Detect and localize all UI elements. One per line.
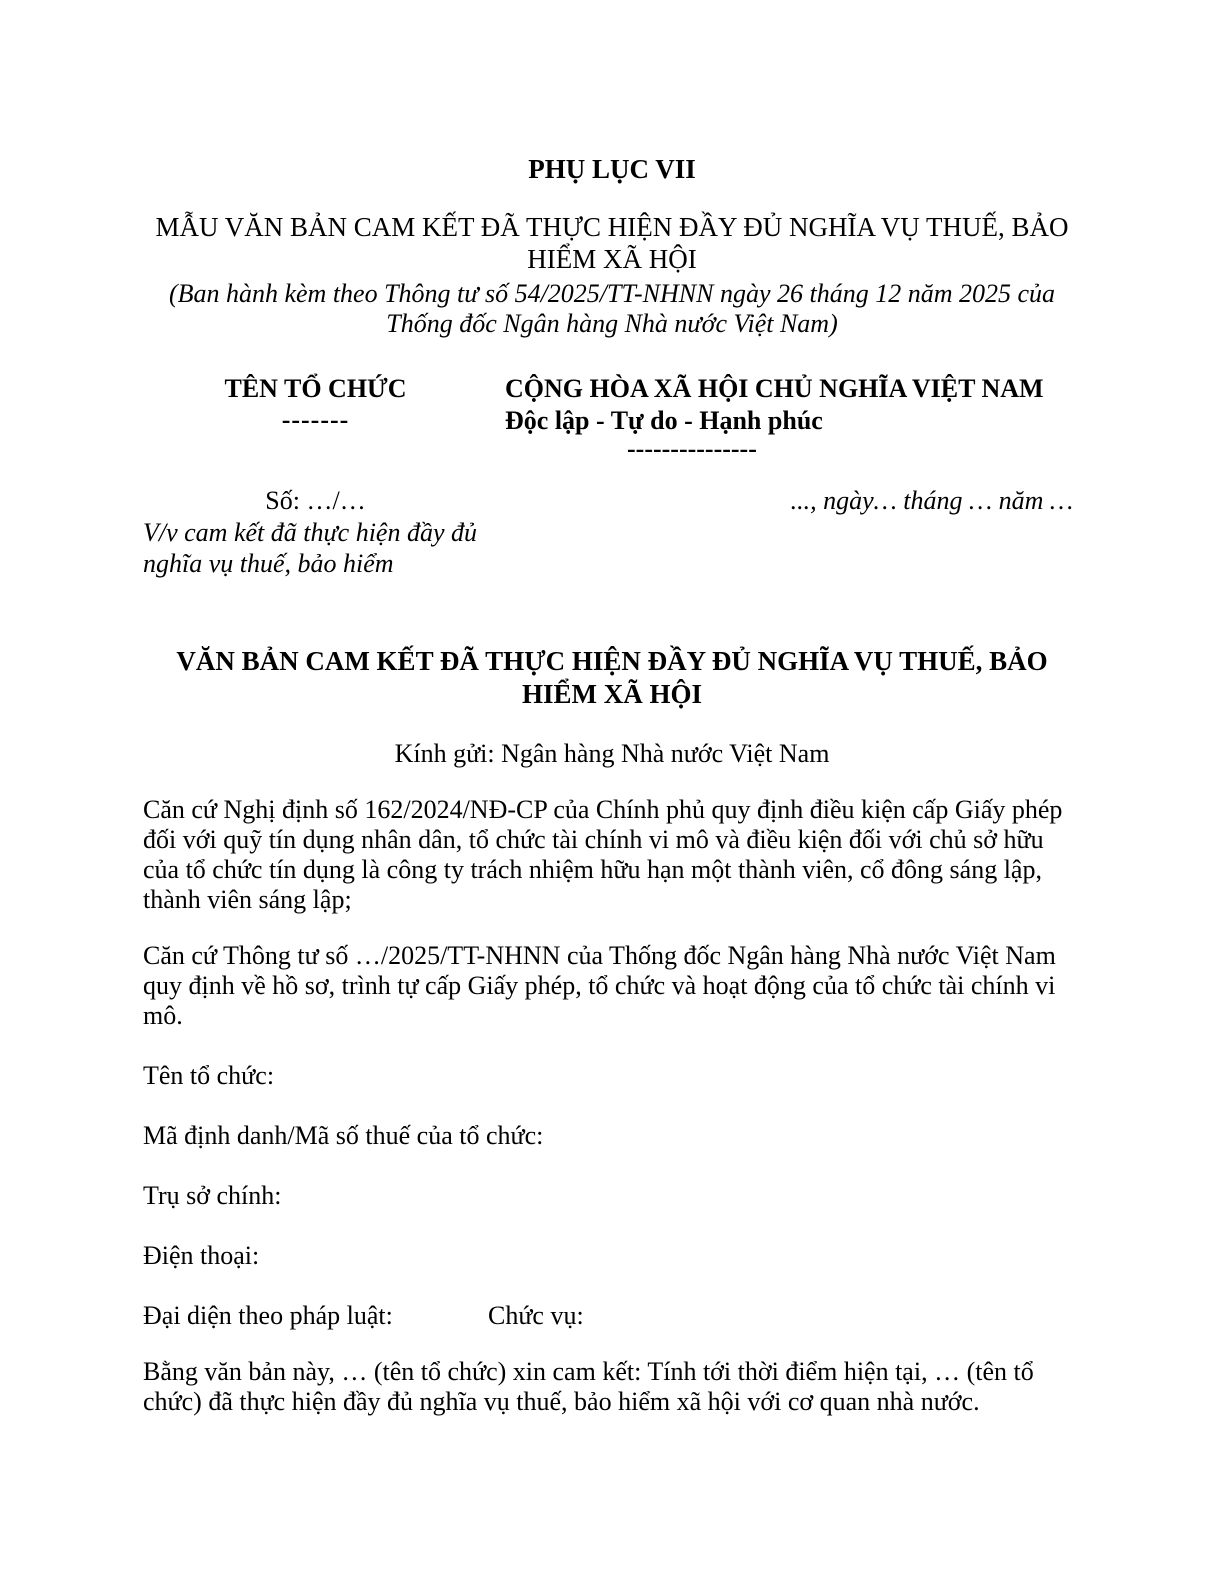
field-legal-representative-row [143, 1301, 1081, 1331]
document-title: VĂN BẢN CAM KẾT ĐÃ THỰC HIỆN ĐẦY ĐỦ NGHĨA VỤ THUẾ, BẢO HIỂM XÃ HỘI [176, 646, 1048, 709]
reference-row [143, 485, 1081, 579]
appendix-title: PHỤ LỤC VII [528, 154, 696, 184]
legal-basis-paragraph-1: Căn cứ Nghị định số 162/2024/NĐ-CP của Chính phủ quy định điều kiện cấp Giấy phép đối với quỹ tín dụng nhân dân, tổ chức tài chính vi mô và điều kiện đối với chủ sở hữu của tổ chức tín dụng là công ty trách nhiệm hữu hạn một thành viên, cổ đông sáng lập, thành viên sáng lập; [143, 795, 1063, 914]
field-org-name: Tên tổ chức: [143, 1061, 275, 1090]
letterhead [143, 373, 1081, 461]
legal-basis-paragraph-2: Căn cứ Thông tư số …/2025/TT-NHNN của Thống đốc Ngân hàng Nhà nước Việt Nam quy định về hồ sơ, trình tự cấp Giấy phép, tổ chức và hoạt động của tổ chức tài chính vi mô. [143, 941, 1056, 1030]
date-line: ..., ngày… tháng … năm … [790, 486, 1073, 515]
motto-divider: --------------- [627, 434, 757, 463]
recipient-line: Kính gửi: Ngân hàng Nhà nước Việt Nam [394, 739, 830, 768]
field-tax-id: Mã định danh/Mã số thuế của tổ chức: [143, 1121, 544, 1150]
field-head-office: Trụ sở chính: [143, 1181, 282, 1210]
reference-left-column [143, 485, 488, 579]
issuance-note: (Ban hành kèm theo Thông tư số 54/2025/TT-NHNN ngày 26 tháng 12 năm 2025 của Thống đốc Ngân hàng Nhà nước Việt Nam) [168, 279, 1056, 338]
field-phone: Điện thoại: [143, 1241, 260, 1270]
subject-line: V/v cam kết đã thực hiện đầy đủ nghĩa vụ thuế, bảo hiểm [143, 518, 478, 578]
org-divider: ------- [281, 405, 350, 434]
org-name: TÊN TỔ CHỨC [224, 374, 407, 403]
letterhead-national-column [505, 373, 1044, 461]
field-legal-representative: Đại diện theo pháp luật: [143, 1301, 393, 1330]
national-title: CỘNG HÒA XÃ HỘI CHỦ NGHĨA VIỆT NAM [505, 374, 1044, 403]
national-motto: Độc lập - Tự do - Hạnh phúc [505, 406, 823, 435]
document-number: Số: …/… [265, 486, 366, 515]
form-title: MẪU VĂN BẢN CAM KẾT ĐÃ THỰC HIỆN ĐẦY ĐỦ NGHĨA VỤ THUẾ, BẢO HIỂM XÃ HỘI [155, 212, 1069, 274]
commitment-paragraph: Bằng văn bản này, … (tên tổ chức) xin cam kết: Tính tới thời điểm hiện tại, … (tên tổ chức) đã thực hiện đầy đủ nghĩa vụ thuế, bảo hiểm xã hội với cơ quan nhà nước. [143, 1357, 1034, 1416]
field-position: Chức vụ: [488, 1301, 584, 1330]
letterhead-org-column [143, 373, 488, 461]
